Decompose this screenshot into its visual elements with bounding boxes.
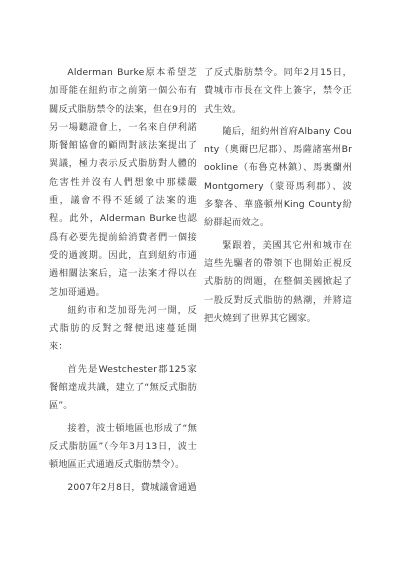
paragraph-westchester: 首先是Westchester郡125家餐館達成共識，建立了“無反式脂肪區”。 [49,363,197,412]
paragraph-nationwide: 緊跟着，美國其它州和城市在這些先驅者的帶領下也開始正視反式脂肪的問題，在整個美國掀起了一股反對反式脂肪的熱潮，并將這把火燒到了世界其它國家。 [204,239,352,324]
paragraph-followers: 隨后，紐約州首府Albany County（奧爾巴尼郡）、馬薩諸塞州Brookline（布魯克林鎮）、馬裏蘭州Montgomery（蒙哥馬利郡）、波多黎各、華盛頓州King County紛紛群起而效之。 [204,125,352,229]
paragraph-philadelphia-end: 了反式脂肪禁令。同年2月15日，費城市市長在文件上簽字，禁令正式生效。 [204,67,352,115]
paragraph-burke-chicago: Alderman Burke原本希望芝加哥能在紐約市之前第一個公布有關反式脂肪禁令的法案，但在9月的另一場聽證會上，一名來自伊利諾斯餐館協會的顧問對該法案提出了異議，極力表示反式脂肪對人體的危害性并沒有人們想象中那樣嚴重，議會不得不延緩了法案的進程。此外，Alderman Burke也認爲有必要先提前給消費者們一個接受的過渡期。因此，直到紐約市通過相關法案后，這一法案才得以在芝加哥通過。 [49,67,197,298]
right-column [204,64,352,328]
paragraph-philadelphia-start: 2007年2月8日，費城議會通過 [67,481,197,493]
paragraph-spread: 紐約市和芝加哥先河一開，反式脂肪的反對之聲便迅速蔓延開來： [49,304,197,353]
left-column [49,64,197,497]
paragraph-boston: 接着，波士頓地區也形成了“無反式脂肪區”（今年3月13日，波士頓地區正式通過反式脂肪禁令）。 [49,422,197,471]
